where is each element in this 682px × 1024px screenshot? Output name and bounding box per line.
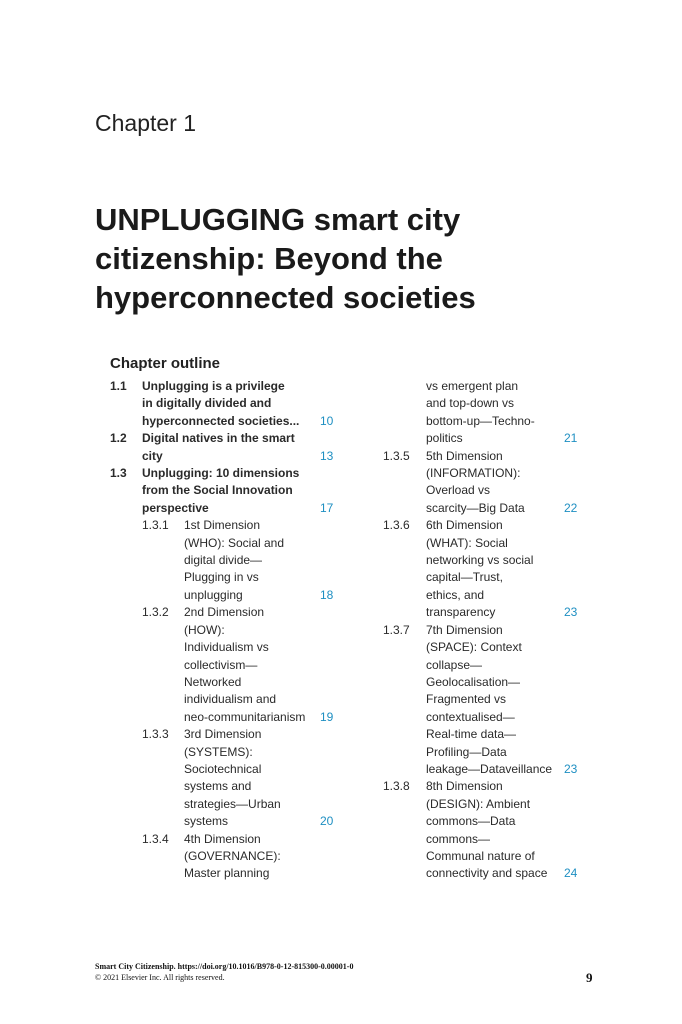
outline-entry-title-line: (WHAT): Social [426,535,508,550]
outline-entry-title [110,604,314,726]
chapter-title: UNPLUGGING smart city citizenship: Beyond the hyperconnected societies [95,202,476,315]
outline-entry-title-line: (DESIGN): Ambient [426,796,531,811]
outline-entry-number: 1.2 [110,431,127,446]
outline-entry-title [110,430,294,465]
outline-entry[interactable] [383,517,583,621]
outline-entry[interactable] [110,604,340,726]
outline-entry-title-line: vs emergent plan [426,379,519,393]
outline-entry[interactable] [383,448,583,518]
outline-entry-page[interactable]: 10 [320,413,334,428]
outline-entry-title [110,465,300,517]
outline-entry-title-line: (HOW): [184,622,225,637]
outline-entry-title-line: Unplugging: 10 dimensions [142,466,300,481]
outline-entry-number: 1.3.6 [383,518,410,533]
outline-entry-title-line: 7th Dimension [426,622,503,637]
outline-entry-number: 1.3.4 [142,831,169,846]
outline-entry-title [110,378,300,430]
outline-entry-title [110,726,314,830]
outline-entry[interactable] [110,378,340,430]
outline-heading: Chapter outline [110,355,221,372]
outline-entry-title-line: Fragmented vs [426,692,507,707]
outline-entry-title-line: 6th Dimension [426,518,503,533]
outline-entry-title-line: city [142,448,163,463]
outline-entry[interactable] [110,726,340,830]
outline-entry-page[interactable]: 22 [564,500,578,515]
outline-entry-number: 1.3 [110,466,127,481]
outline-entry-title-line: (SYSTEMS): [184,744,253,759]
footer [95,961,353,983]
outline-entry-page[interactable]: 20 [320,814,334,829]
outline-entry-title-line: collectivism— [184,657,258,672]
outline-entry-number: 1.1 [110,379,127,393]
outline-entry-page[interactable]: 23 [564,761,578,776]
outline-entry-title-line: contextualised— [426,709,515,724]
outline-entry-title-line: unplugging [184,587,243,602]
outline-entry[interactable] [383,378,583,448]
outline-entry-title-line: 1st Dimension [184,518,261,533]
outline-entry[interactable] [383,778,583,882]
page-number: 9 [586,970,593,985]
outline-entry-page[interactable]: 23 [564,605,578,620]
outline-entry-title-line: Digital natives in the smart [142,431,295,446]
outline-left-column [110,378,340,883]
outline-entry-title [383,378,558,448]
outline-entry-title-line: Real-time data— [426,727,517,742]
outline-entry-title-line: (GOVERNANCE): [184,848,281,863]
outline-entry-number: 1.3.2 [142,605,169,620]
outline-entry-title-line: connectivity and space [426,866,548,881]
outline-entry-page[interactable]: 21 [564,431,578,446]
outline-entry-title-line: Plugging in vs [184,570,259,585]
outline-entry-page[interactable]: 19 [320,709,334,724]
outline-entry-title [110,831,314,883]
outline-entry-number: 1.3.1 [142,518,169,533]
outline-entry-title-line: commons—Data [426,814,516,829]
outline-entry-page[interactable]: 24 [564,866,578,881]
outline-entry-title [110,517,314,604]
outline-entry-title-line: bottom-up—Techno- [426,413,535,428]
outline-entry-title-line: 3rd Dimension [184,727,262,742]
outline-entry-number: 1.3.8 [383,779,410,794]
outline-entry-title-line: (INFORMATION): [426,466,521,481]
outline-entry-title-line: from the Social Innovation [142,483,293,498]
outline-entry-title-line: Master planning [184,866,270,881]
outline-entry-title-line: Networked [184,674,242,689]
outline-entry-title-line: Profiling—Data [426,744,507,759]
footer-citation: Smart City Citizenship. https://doi.org/10.1016/B978-0-12-815300-0.00001-0 [95,962,354,971]
outline-entry-title-line: strategies—Urban [184,796,281,811]
outline-entry-title-line: capital—Trust, [426,570,503,585]
chapter-label: Chapter 1 [95,110,197,136]
outline-entry-title-line: (SPACE): Context [426,640,522,655]
outline-entry-title-line: leakage—Dataveillance [426,761,553,776]
outline-entry[interactable] [110,517,340,604]
outline-entry-page[interactable]: 17 [320,500,334,515]
outline-entry-title-line: digital divide— [184,553,263,568]
outline-entry-title-line: Communal nature of [426,848,535,863]
outline-entry-number: 1.3.3 [142,727,169,742]
outline-entry-number: 1.3.5 [383,448,410,463]
outline-entry-title-line: systems and [184,779,252,794]
outline-entry-title-line: Sociotechnical [184,761,262,776]
outline-entry-title-line: ethics, and [426,587,485,602]
outline-entry-title-line: scarcity—Big Data [426,500,525,515]
outline-entry-title-line: commons— [426,831,491,846]
outline-entry-title-line: Unplugging is a privilege [142,379,285,393]
outline-entry-title-line: in digitally divided and [142,396,272,411]
outline-entry-title-line: Individualism vs [184,640,269,655]
outline-entry-title-line: transparency [426,605,496,620]
outline-entry[interactable] [110,465,340,517]
outline-entry-title-line: 8th Dimension [426,779,503,794]
outline-entry-title-line: perspective [142,500,209,515]
outline-entry[interactable] [383,622,583,779]
outline-entry-title-line: hyperconnected societies... [142,413,300,428]
footer-copyright: © 2021 Elsevier Inc. All rights reserved. [95,973,225,982]
outline-entry-number: 1.3.7 [383,622,410,637]
outline-entry-title-line: 2nd Dimension [184,605,265,620]
outline-entry-title-line: networking vs social [426,553,534,568]
outline-right-column [383,378,583,883]
outline-entry-title-line: collapse— [426,657,483,672]
outline-entry-title-line: and top-down vs [426,396,515,411]
outline-entry-title-line: (WHO): Social and [184,535,285,550]
outline-entry[interactable] [110,831,340,883]
outline-entry-title-line: systems [184,814,229,829]
outline-entry[interactable] [110,430,340,465]
outline-entry-title [383,622,558,779]
outline-entry-page[interactable]: 13 [320,448,334,463]
outline-entry-title-line: individualism and [184,692,277,707]
outline-entry-title-line: Overload vs [426,483,491,498]
outline-entry-title-line: Geolocalisation— [426,674,521,689]
outline-entry-title-line: neo-communitarianism [184,709,306,724]
outline-entry-page[interactable]: 18 [320,587,334,602]
outline-entry-title-line: 4th Dimension [184,831,261,846]
outline-entry-title-line: 5th Dimension [426,448,503,463]
outline-entry-title-line: politics [426,431,463,446]
